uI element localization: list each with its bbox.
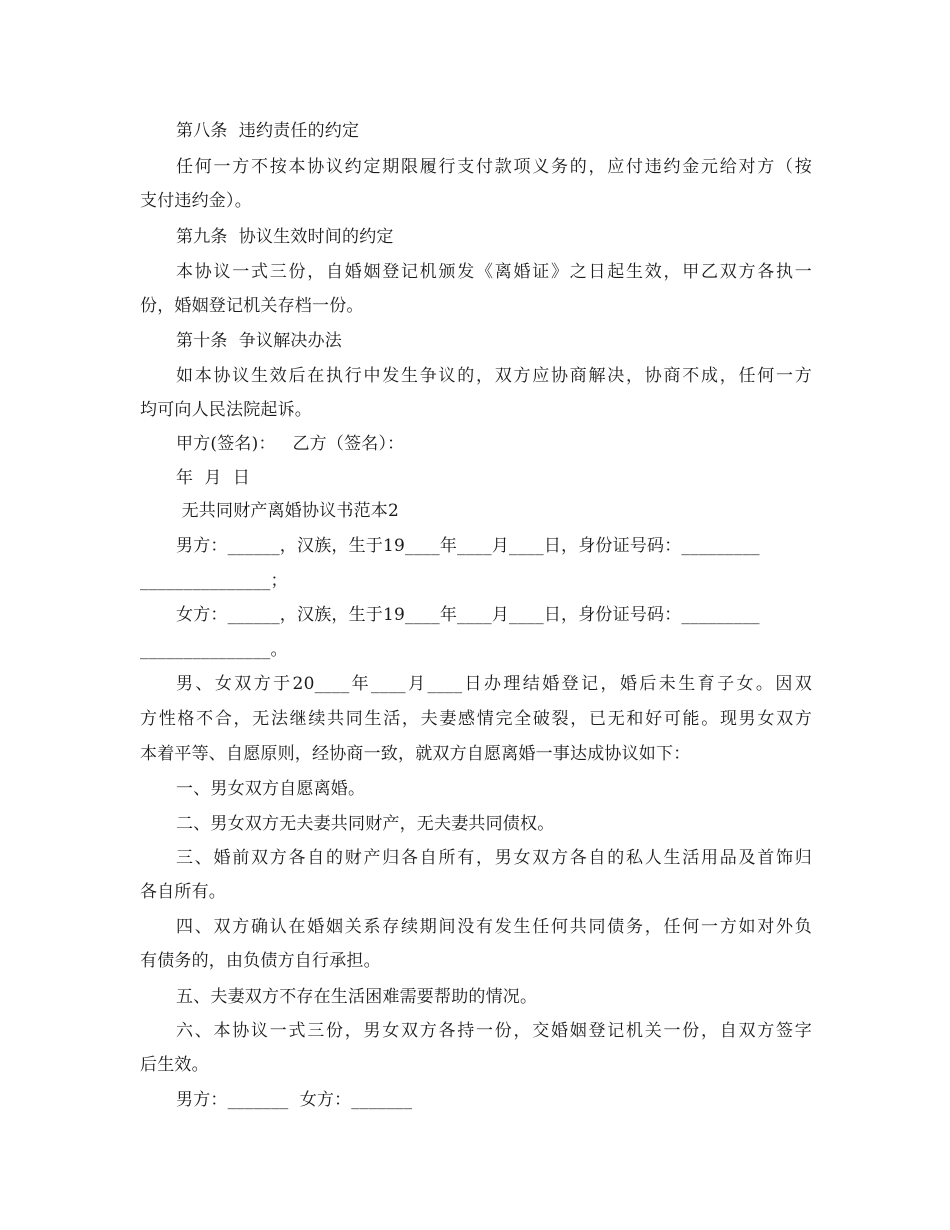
article-8-body-line: 任何一方不按本协议约定期限履行支付款项义务的，应付违约金元给对方（按 xyxy=(176,157,812,177)
preamble-line: 方性格不合，无法继续共同生活，夫妻感情完全破裂，已无和好可能。现男女双方 xyxy=(140,709,812,729)
male-party-line-cont: _______________； xyxy=(140,571,288,591)
signature-line: 甲方(签名)： 乙方（签名）： xyxy=(176,434,405,454)
male-party-line: 男方：______，汉族，生于19____年____月____日，身份证号码：_________ xyxy=(176,536,760,556)
final-signature-line: 男方：_______ 女方：_______ xyxy=(176,1090,413,1110)
clause-6-line: 六、本协议一式三份，男女双方各持一份，交婚姻登记机关一份，自双方签字 xyxy=(176,1021,812,1041)
article-8-body-line: 支付违约金）。 xyxy=(140,191,252,211)
clause-4-line: 四、双方确认在婚姻关系存续期间没有发生任何共同债务，任何一方如对外负 xyxy=(176,917,812,937)
article-8-heading: 第八条 违约责任的约定 xyxy=(176,121,360,141)
female-party-line: 女方：______，汉族，生于19____年____月____日，身份证号码：_________ xyxy=(176,605,760,625)
clause-2: 二、男女双方无夫妻共同财产，无夫妻共同债权。 xyxy=(176,814,555,834)
article-10-body-line: 如本协议生效后在执行中发生争议的，双方应协商解决，协商不成，任何一方 xyxy=(176,366,812,386)
article-9-heading: 第九条 协议生效时间的约定 xyxy=(176,227,394,247)
female-party-line-cont: _______________。 xyxy=(140,640,288,660)
clause-3-line: 三、婚前双方各自的财产归各自所有，男女双方各自的私人生活用品及首饰归 xyxy=(176,848,812,868)
preamble-line: 男、女双方于20____年____月____日办理结婚登记，婚后未生育子女。因双 xyxy=(176,674,812,694)
clause-4-line: 有债务的，由负债方自行承担。 xyxy=(140,951,381,971)
template-2-title: 无共同财产离婚协议书范本2 xyxy=(176,501,400,521)
article-10-body-line: 均可向人民法院起诉。 xyxy=(140,400,312,420)
preamble-line: 本着平等、自愿原则，经协商一致，就双方自愿离婚一事达成协议如下： xyxy=(140,744,691,764)
clause-6-line: 后生效。 xyxy=(140,1055,209,1075)
clause-3-line: 各自所有。 xyxy=(140,882,226,902)
article-10-heading: 第十条 争议解决办法 xyxy=(176,331,343,351)
date-line: 年 月 日 xyxy=(176,468,251,488)
clause-1: 一、男女双方自愿离婚。 xyxy=(176,779,366,799)
clause-5: 五、夫妻双方不存在生活困难需要帮助的情况。 xyxy=(176,987,538,1007)
article-9-body-line: 份，婚姻登记机关存档一份。 xyxy=(140,296,364,316)
article-9-body-line: 本协议一式三份，自婚姻登记机颁发《离婚证》之日起生效，甲乙双方各执一 xyxy=(176,262,812,282)
